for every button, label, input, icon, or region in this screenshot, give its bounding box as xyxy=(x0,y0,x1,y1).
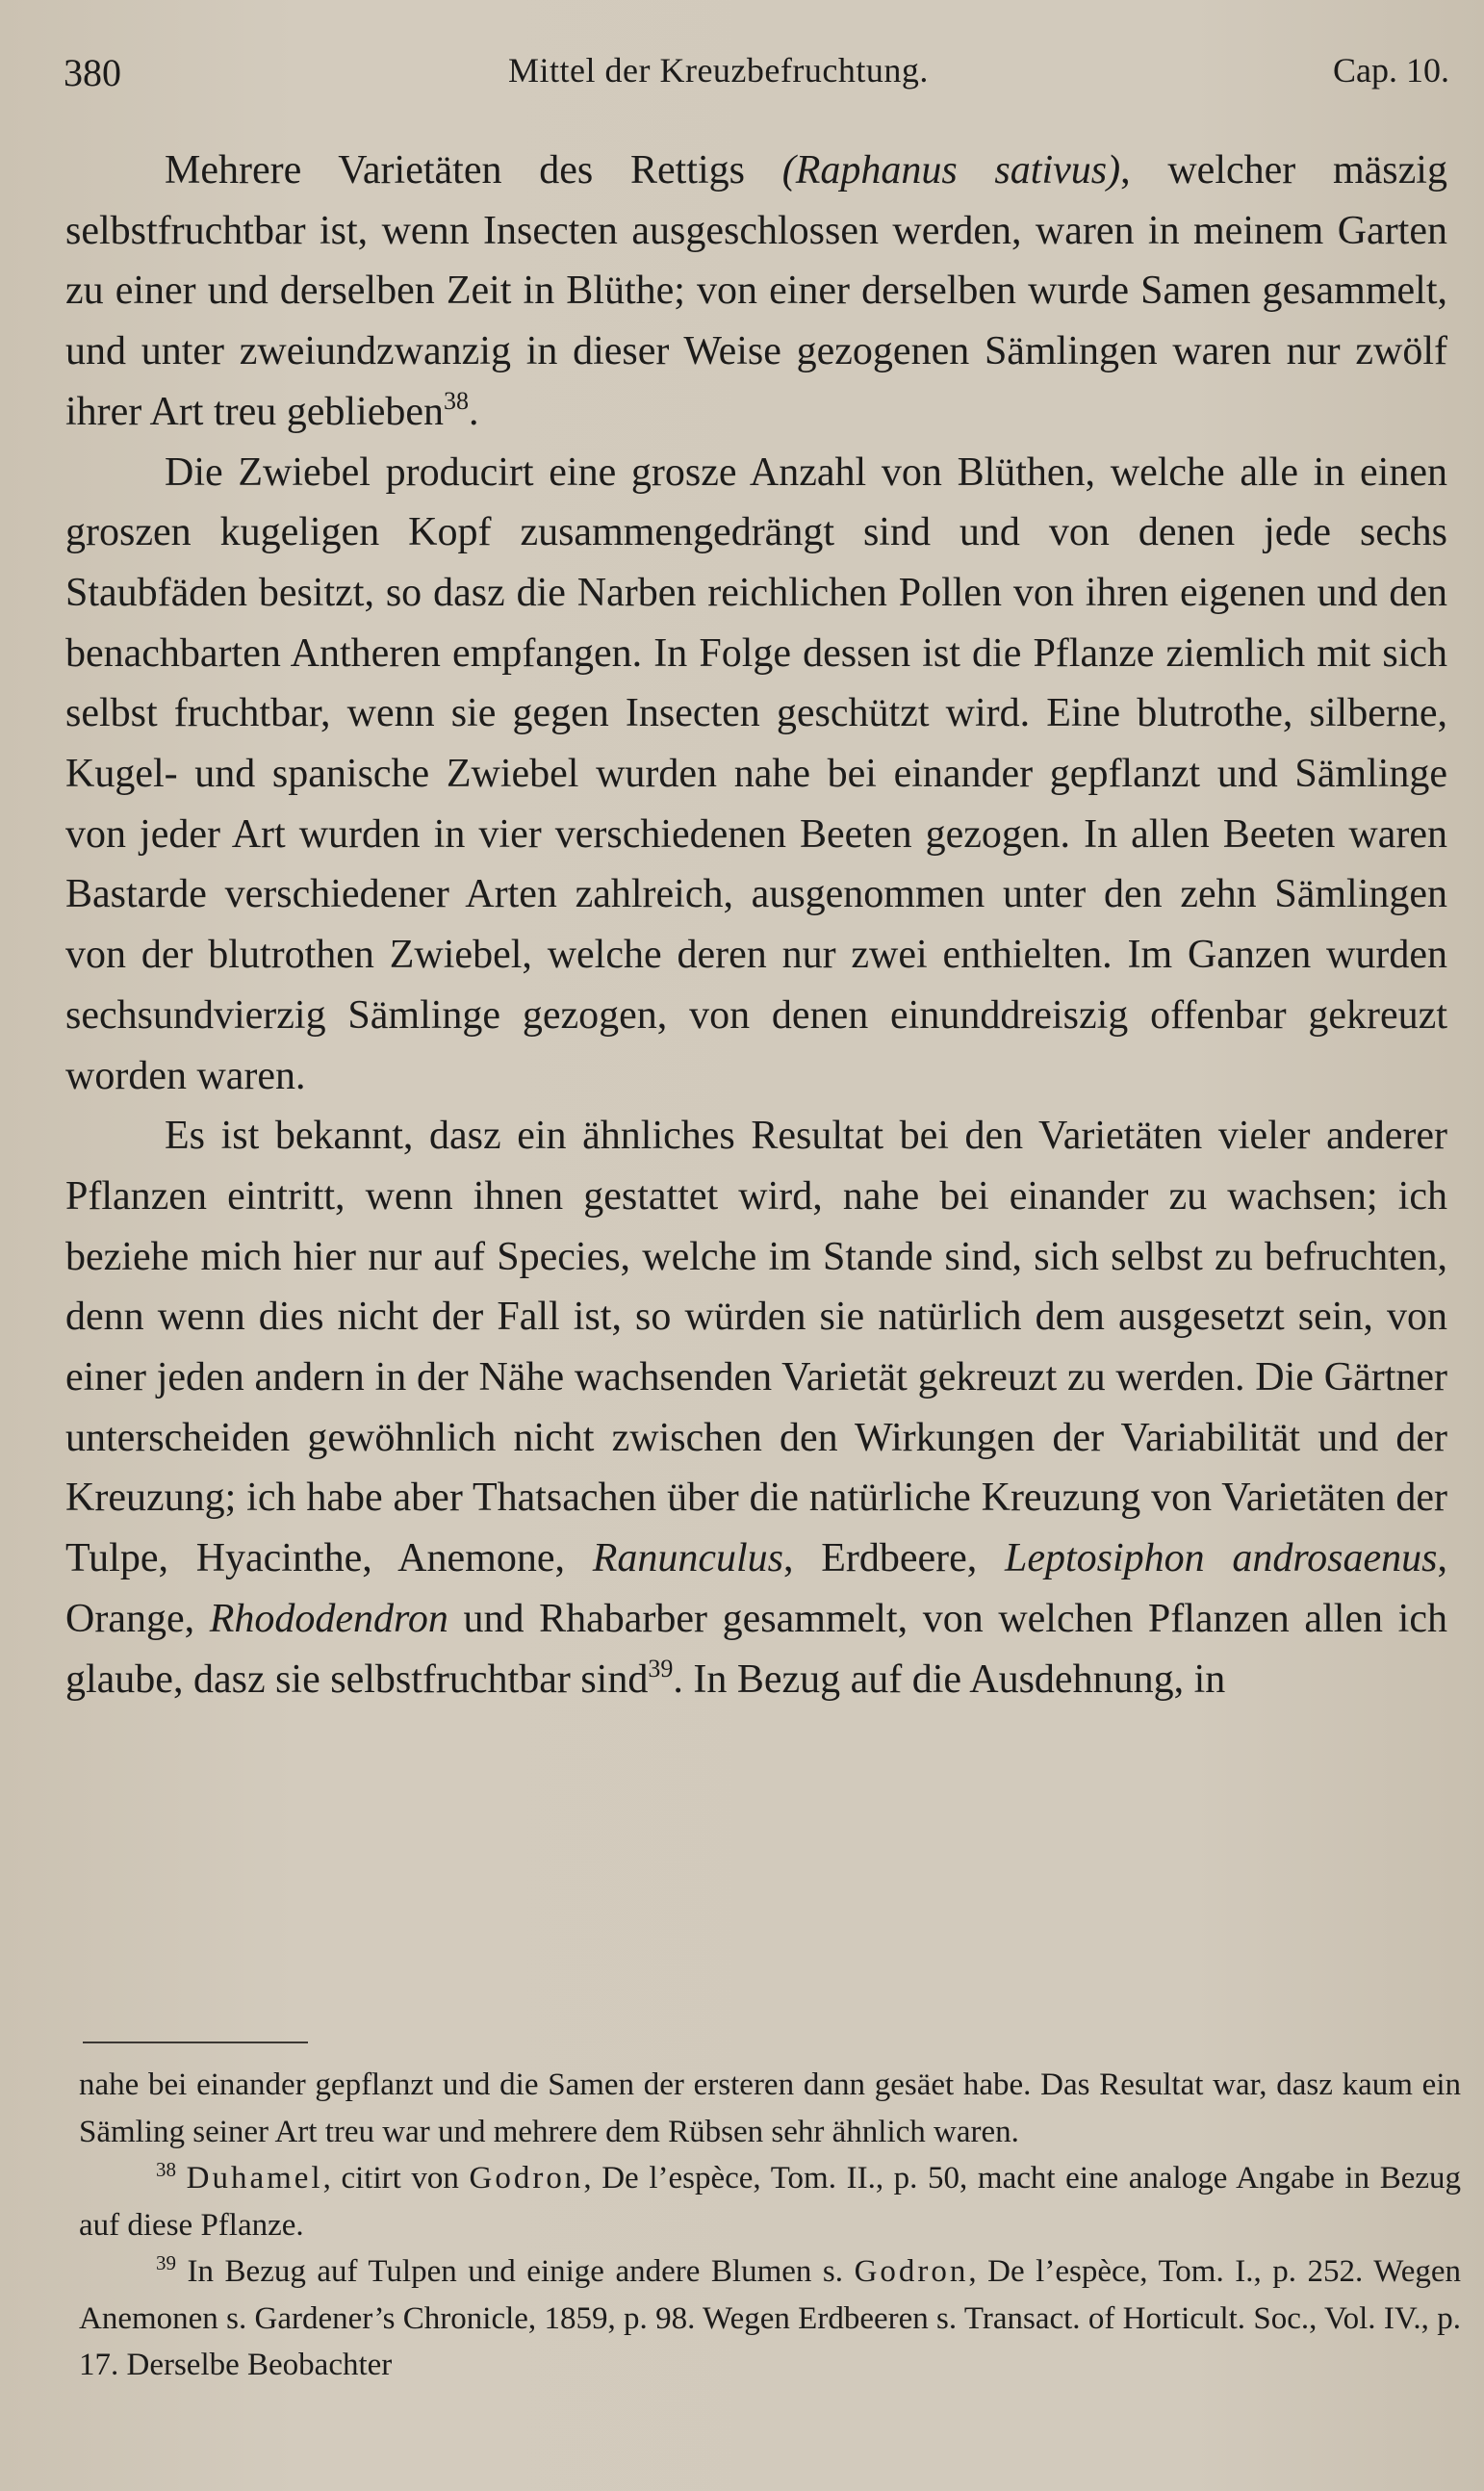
italic-species-name: (Raphanus sativus) xyxy=(781,148,1121,193)
text-run: . xyxy=(469,389,479,434)
page-number: 380 xyxy=(64,51,121,94)
text-run: , Erdbeere, xyxy=(783,1536,1005,1581)
footnote-mark: 38 xyxy=(156,2158,176,2181)
footnote-38 xyxy=(79,2155,1461,2248)
footnote-continuation: nahe bei einander gepflanzt und die Samen der ersteren dann gesäet habe. Das Resultat war, dasz kaum ein Sämling seiner Art treu war und mehrere dem Rübsen sehr ähnlich waren. xyxy=(79,2067,1461,2149)
text-run: Mehrere Varietäten des Rettigs xyxy=(165,148,782,193)
text-run: Es ist bekannt, dasz ein ähnliches Resultat bei den Varietäten vieler anderer Pflanzen eintritt, wenn ihnen gestattet wird, nahe bei einander zu wachsen; ich beziehe mich hier nur auf Species, welche im Stande sind, sich selbst zu befruchten, denn wenn dies nicht der Fall ist, so würden sie natürlich dem ausgesetzt sein, von einer jeden andern in der Nähe wachsenden Varietät gekreuzt zu werden. Die Gärtner unterscheiden gewöhnlich nicht zwischen den Wirkungen der Variabilität und der Kreuzung; ich habe aber Thatsachen über die natürliche Kreuzung von Varietäten der Tulpe, Hyacinthe, Anemone, xyxy=(65,1114,1447,1581)
author-name: Duhamel xyxy=(186,2161,323,2196)
paragraph-varieties xyxy=(65,1106,1447,1709)
chapter-label: Cap. 10. xyxy=(1333,51,1449,90)
italic-species-name: Leptosiphon androsaenus xyxy=(1004,1536,1438,1581)
text-run: , Orange, xyxy=(65,1536,1447,1641)
text-run: , De l’espèce, Tom. I., p. 252. Wegen Anemonen s. Gardener’s Chronicle, 1859, p. 98. Wegen Erdbeeren s. Transact. of Horticult. Soc., Vol. IV., p. 17. Derselbe Beobachter xyxy=(79,2254,1462,2382)
footnote-ref-39: 39 xyxy=(648,1654,674,1682)
text-run: , welcher mäszig selbstfruchtbar ist, wenn Insecten ausgeschlossen werden, waren in meinem Garten zu einer und derselben Zeit in Blüthe; von einer derselben wurde Samen gesammelt, und unter zweiundzwanzig in dieser Weise gezogenen Sämlingen waren nur zwölf ihrer Art treu geblieben xyxy=(65,148,1447,434)
footnotes xyxy=(79,2062,1461,2389)
footnote-ref-38: 38 xyxy=(444,386,470,415)
footnote-mark: 39 xyxy=(156,2251,176,2274)
main-text xyxy=(65,141,1447,1709)
running-title: Mittel der Kreuzbefruchtung. xyxy=(508,51,929,90)
text-run: In Bezug auf Tulpen und einige andere Blumen s. xyxy=(176,2254,855,2289)
italic-genus-name: Ranunculus xyxy=(592,1536,783,1581)
paragraph-raphanus xyxy=(65,141,1447,443)
text-run: . In Bezug auf die Ausdehnung, in xyxy=(673,1656,1226,1702)
italic-genus-name: Rhododendron xyxy=(209,1596,448,1641)
author-name: Godron xyxy=(469,2161,584,2196)
running-header xyxy=(64,50,1449,108)
paragraph-onion: Die Zwiebel producirt eine grosze Anzahl von Blüthen, welche alle in einen groszen kugeligen Kopf zusammengedrängt sind und von denen jede sechs Staubfäden besitzt, so dasz die Narben reichlichen Pollen von ihren eigenen und den benachbarten Antheren empfangen. In Folge dessen ist die Pflanze ziemlich mit sich selbst fruchtbar, wenn sie gegen Insecten geschützt wird. Eine blutrothe, silberne, Kugel- und spanische Zwiebel wurden nahe bei einander gepflanzt und Sämlinge von jeder Art wurden in vier verschiedenen Beeten gezogen. In allen Beeten waren Bastarde verschiedener Arten zahlreich, ausgenommen unter den zehn Sämlingen von der blutrothen Zwiebel, welche deren nur zwei enthielten. Im Ganzen wurden sechsundvierzig Sämlinge gezogen, von denen einunddreiszig offenbar gekreuzt worden waren. xyxy=(65,449,1447,1098)
author-name: Godron xyxy=(854,2254,969,2289)
text-run: und Rhabarber gesammelt, von welchen Pflanzen allen ich glaube, dasz sie selbstfruchtbar sind xyxy=(65,1596,1447,1702)
text-run: , De l’espèce, Tom. II., p. 50, macht eine analoge Angabe in Bezug auf diese Pflanze. xyxy=(79,2161,1462,2243)
footnote-39 xyxy=(79,2248,1461,2389)
text-run: , citirt von xyxy=(322,2161,470,2196)
footnote-rule xyxy=(83,2042,308,2043)
